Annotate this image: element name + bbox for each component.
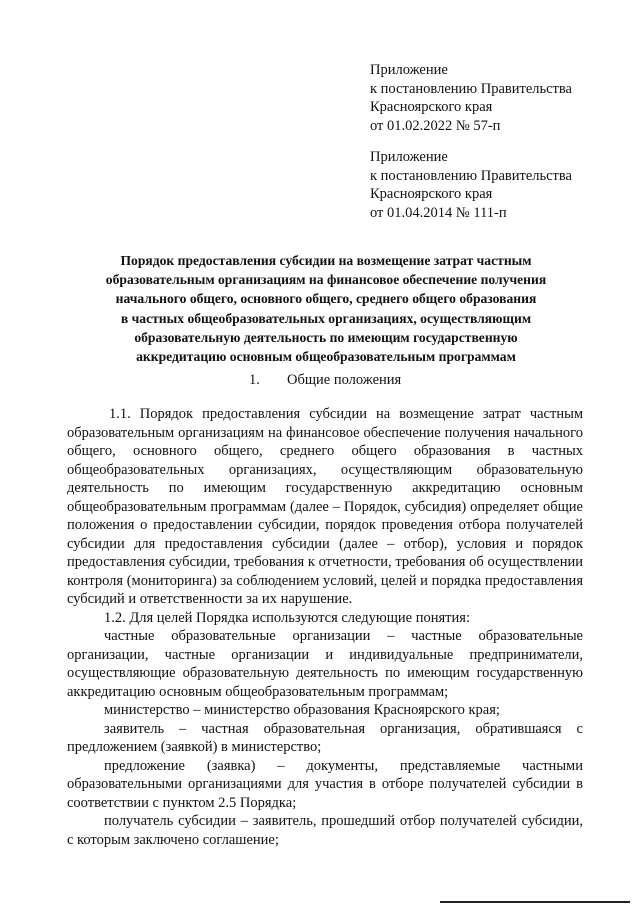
appendix-block-original — [370, 148, 630, 222]
title-line: образовательным организациям на финансовое обеспечение получения — [105, 272, 547, 288]
definition-proposal: предложение (заявка) – документы, представляемые частными образовательными организациями для участия в отборе получателей субсидии в соответствии с пунктом 2.5 Порядка; — [67, 757, 583, 811]
appendix-line: от 01.04.2014 № 111-п — [370, 204, 507, 221]
document-body — [67, 405, 583, 849]
appendix-block-current — [370, 61, 630, 135]
definition-private-organizations: частные образовательные организации – частные образовательные организации, частные организации и индивидуальные предприниматели, осуществляющие образовательную деятельность по имеющим государственную аккредитацию основным общеобразовательным программам; — [67, 628, 583, 700]
appendix-line: Красноярского края — [370, 99, 493, 116]
definition-ministry: министерство – министерство образования Красноярского края; — [104, 702, 500, 718]
appendix-line: Красноярского края — [370, 186, 493, 203]
definition-recipient: получатель субсидии – заявитель, прошедший отбор получателей субсидии, с которым заключено соглашение; — [67, 813, 583, 848]
page-edge-line — [440, 901, 630, 903]
title-line: начального общего, основного общего, среднего общего образования — [115, 291, 537, 307]
title-line: в частных общеобразовательных организациях, осуществляющим — [120, 310, 532, 326]
title-line: Порядок предоставления субсидии на возмещение затрат частным — [120, 253, 532, 268]
title-line: аккредитацию основным общеобразовательным программам — [136, 349, 516, 365]
appendix-line: Приложение — [370, 62, 448, 78]
appendix-line: от 01.02.2022 № 57-п — [370, 117, 501, 134]
definition-applicant: заявитель – частная образовательная организация, обратившаяся с предложением (заявкой) в министерство; — [67, 720, 583, 755]
section-number: 1. — [249, 372, 260, 388]
paragraph-1-2: 1.2. Для целей Порядка используются следующие понятия: — [104, 609, 470, 626]
section-title: Общие положения — [287, 372, 402, 388]
paragraph-1-1: 1.1. Порядок предоставления субсидии на возмещение затрат частным образовательным организациям на финансовое обеспечение получения начального общего, основного общего, среднего общего образования в частных общеобразовательных организациях, осуществляющим образовательную деятельность по имеющим государственную аккредитацию основным общеобразовательным программам (далее – Порядок, субсидия) определяет общие положения о предоставлении субсидии, порядок проведения отбора получателей субсидии для предоставления субсидии (далее – отбор), условия и порядок предоставления субсидии, требования к отчетности, требования об осуществлении контроля (мониторинга) за соблюдением условий, целей и порядка предоставления субсидий и ответственности за их нарушение. — [67, 406, 583, 607]
title-line: образовательную деятельность по имеющим государственную — [134, 329, 518, 345]
appendix-line: Приложение — [370, 149, 448, 165]
appendix-line: к постановлению Правительства — [370, 167, 572, 184]
appendix-line: к постановлению Правительства — [370, 80, 572, 97]
document-title — [60, 251, 592, 366]
